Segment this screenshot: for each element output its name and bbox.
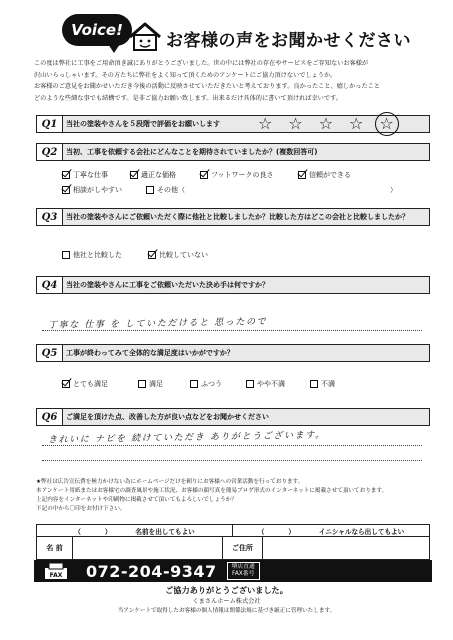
checkbox[interactable] — [200, 171, 208, 179]
fax-machine-icon — [44, 562, 68, 580]
q5-option-dissatisfied[interactable] — [310, 379, 335, 389]
answer-line — [42, 330, 422, 331]
question-2-bar — [36, 143, 430, 161]
q2-option-fair-price[interactable] — [130, 170, 176, 180]
q3-option-not-compared[interactable] — [148, 250, 208, 260]
q5-option-somewhat-dissatisfied[interactable] — [246, 379, 285, 389]
q2-option-trust[interactable] — [298, 170, 351, 180]
star-icon[interactable]: ☆ — [258, 114, 273, 133]
checkbox[interactable] — [138, 380, 146, 388]
name-field[interactable] — [73, 537, 223, 559]
checkbox[interactable] — [146, 186, 154, 194]
checkbox[interactable] — [246, 380, 254, 388]
house-face-icon — [128, 22, 162, 52]
q5-option-neutral[interactable] — [190, 379, 222, 389]
question-text: 当初、工事を依頼する会社にどんなことを期待されていましたか？(複数回答可) — [66, 148, 318, 156]
question-number: Q3 — [37, 209, 63, 225]
q5-option-very-satisfied[interactable] — [62, 379, 108, 389]
customer-info-row — [37, 537, 429, 559]
option-label: 不満 — [321, 380, 335, 388]
footnote-line: 上記内容をインターネットや印刷物に掲載させて頂いてもよろしいでしょうか？ — [36, 497, 237, 503]
intro-line: どのような些細な事でも結構です。是非ご協力お願い致します。出来るだけ具体的に書いて頂ければ幸いです。 — [34, 94, 342, 102]
option-label: ふつう — [201, 380, 222, 388]
intro-line: 沢山いらっしゃいます。その方たちに弊社をよく知って頂くためのアンケートにご協力頂けないでしょうか。 — [34, 71, 337, 79]
fax-label-line: 堺店直通 — [231, 564, 255, 570]
option-label: 満足 — [149, 380, 163, 388]
consent-option-initial[interactable] — [233, 525, 429, 536]
footnotes — [36, 478, 436, 514]
fax-label-line: FAX番号 — [232, 571, 255, 577]
star-icon[interactable]: ☆ — [318, 114, 334, 133]
checkbox[interactable] — [298, 171, 306, 179]
q2-option-careful-work[interactable] — [62, 170, 108, 180]
q2-other-close: ） — [390, 186, 397, 194]
question-text: 当社の塗装やさんに工事をご依頼いただいた決め手は何ですか？ — [66, 281, 269, 289]
question-number: Q6 — [37, 409, 63, 425]
consent-name-label: 名前を出してもよい — [135, 527, 195, 536]
checkbox[interactable] — [310, 380, 318, 388]
fax-banner — [34, 560, 432, 582]
question-6-bar — [36, 408, 430, 426]
question-number: Q4 — [37, 277, 63, 293]
q2-option-easy-consult[interactable] — [62, 185, 122, 195]
q2-option-other[interactable] — [146, 185, 185, 195]
option-label: 丁寧な仕事 — [73, 171, 108, 179]
checkbox[interactable] — [62, 251, 70, 259]
q6-handwritten-answer[interactable]: きれいに ナビを 続けていただき ありがとうございます。 — [47, 430, 326, 446]
option-label: とても満足 — [73, 380, 108, 388]
privacy-notice: 当アンケートで取得したお客様の個人情報は関係法規に基づき厳正に管理いたします。 — [117, 608, 336, 614]
option-label: その他（ — [157, 186, 185, 194]
checkbox[interactable] — [148, 251, 156, 259]
q2-option-footwork[interactable] — [200, 170, 274, 180]
answer-line — [42, 460, 422, 461]
option-label: 相談がしやすい — [73, 186, 122, 194]
question-4-bar — [36, 276, 430, 294]
checkbox[interactable] — [62, 186, 70, 194]
question-5-bar — [36, 344, 430, 362]
question-number: Q5 — [37, 345, 63, 361]
fax-number[interactable]: 072-204-9347 — [86, 561, 217, 581]
fax-direct-label — [227, 562, 260, 580]
option-label: 比較していない — [159, 251, 208, 259]
thanks-message: ご協力ありがとうございました。 — [165, 585, 288, 595]
star-icon[interactable]: ☆ — [288, 114, 303, 133]
option-label: 信頼ができる — [309, 171, 351, 179]
consent-header-row — [37, 525, 429, 537]
paren-open: （ — [257, 527, 265, 536]
paren-close: ） — [288, 527, 295, 536]
footnote-line: 本アンケート用紙またはお客様宅の調査風景や施工状況、お客様の顔写真を簡易ブログ形式のインターネットに掲載させて頂いております。 — [36, 488, 388, 494]
q3-option-compared[interactable] — [62, 250, 122, 260]
footnote-line: 下記の中から〇印をお付け下さい。 — [36, 506, 126, 512]
page-title: お客様の声をお聞かせください — [166, 31, 411, 51]
option-label: 他社と比較した — [73, 251, 122, 259]
address-label: ご住所 — [223, 537, 263, 559]
address-field[interactable] — [263, 537, 429, 559]
q4-handwritten-answer[interactable]: 丁寧な 仕事 を していただけると 思ったので — [47, 317, 268, 331]
question-text: 当社の塗装やさんにご依頼いただく際に他社と比較しましたか？比較した方はどこの会社と比較しましたか？ — [66, 213, 409, 221]
star-icon-selected[interactable]: ☆ — [379, 114, 394, 133]
answer-line — [42, 445, 422, 446]
intro-text — [34, 58, 430, 104]
q5-option-satisfied[interactable] — [138, 379, 163, 389]
intro-line: お客様のご意見をお聞かせいただき今後の活動に反映させていただきたいと考えております。良かったこと、嬉しかったこと — [34, 83, 381, 90]
question-text: 当社の塗装やさんを５段階で評価をお願いします — [66, 120, 220, 128]
voice-badge: Voice! — [62, 14, 132, 46]
consent-option-name[interactable] — [37, 525, 233, 536]
publication-consent-table — [36, 524, 430, 560]
question-number: Q2 — [37, 144, 63, 160]
name-label: 名 前 — [37, 537, 73, 559]
checkbox[interactable] — [62, 171, 70, 179]
paren-close: ） — [104, 527, 112, 536]
question-text: ご満足を頂けた点、改善した方が良い点などをお聞かせください — [66, 413, 269, 421]
question-3-bar — [36, 208, 430, 226]
footnote-line: ★弊社は広告宣伝費を極力かけない為にホームページだけを頼りにお客様への営業活動を行っております。 — [36, 479, 304, 485]
question-text: 工事が終わってみて全体的な満足度はいかがですか？ — [66, 349, 234, 357]
checkbox[interactable] — [190, 380, 198, 388]
star-icon[interactable]: ☆ — [349, 114, 364, 133]
checkbox[interactable] — [130, 171, 138, 179]
option-label: フットワークの良さ — [211, 171, 274, 179]
rating-stars[interactable] — [258, 115, 394, 133]
paren-open: （ — [74, 527, 81, 536]
question-number: Q1 — [37, 116, 63, 132]
checkbox[interactable] — [62, 380, 70, 388]
option-label: やや不満 — [257, 380, 285, 388]
option-label: 適正な価格 — [141, 171, 176, 179]
consent-initial-label: イニシャルなら出してもよい — [318, 527, 405, 536]
company-name: くまさんホーム株式会社 — [192, 598, 261, 605]
intro-line: この度は弊社に工事をご用命頂き誠にありがとうございました。世の中には弊社の存在やサービスをご存知ないお客様が — [34, 60, 369, 67]
fax-icon-label: FAX — [49, 572, 63, 579]
